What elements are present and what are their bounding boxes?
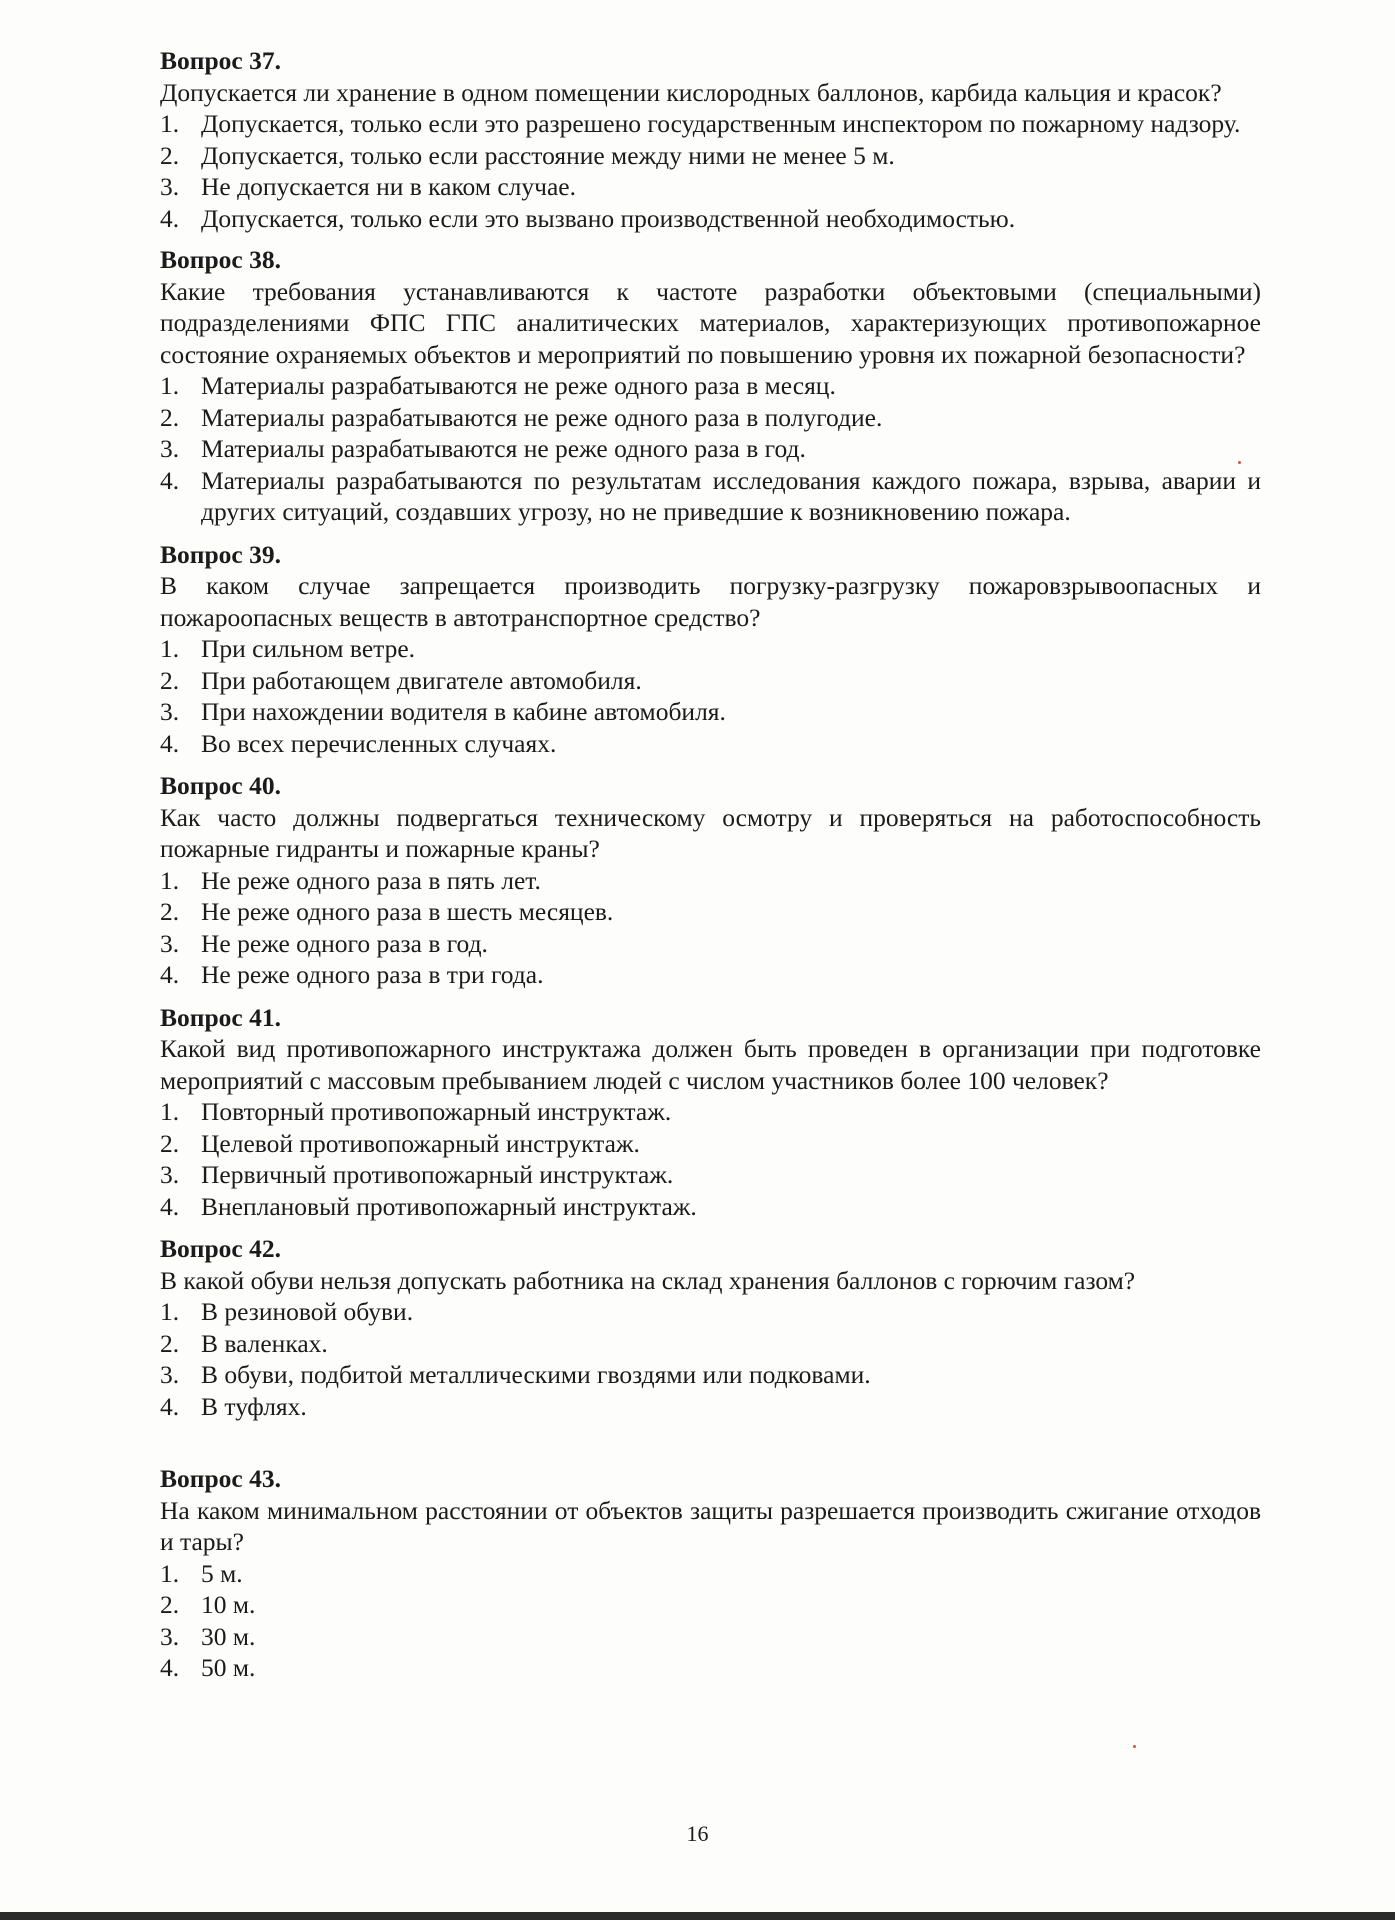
question-title: Вопрос 37. [160,46,281,75]
question-text: В какой обуви нельзя допускать работника на склад хранения баллонов с горючим газом? [160,1265,1136,1295]
question-40 [160,770,1261,991]
answer-text: 30 м. [201,1621,256,1651]
answer-item [160,959,1261,991]
answer-text: Целевой противопожарный инструктаж. [201,1128,640,1158]
scan-speck [1133,1745,1136,1748]
answer-item [160,1096,1261,1128]
question-38 [160,244,1261,528]
question-title: Вопрос 38. [160,245,281,274]
answer-item [160,728,1261,760]
answer-item [160,928,1261,960]
questions-list [160,45,1261,1684]
answer-item [160,1589,1261,1621]
question-title: Вопрос 41. [160,1002,281,1032]
answer-text: Материалы разрабатываются не реже одного раза в месяц. [201,371,836,400]
question-text: В каком случае запрещается производить погрузку-разгрузку пожаровзрывоопасных и пожароопасных веществ в автотранспортное средство? [160,571,1261,632]
answer-item [160,1159,1261,1191]
answer-number: 4. [160,728,180,758]
answer-number: 2. [160,1328,180,1358]
answer-number: 3. [160,1160,180,1189]
answer-item [160,865,1261,897]
answer-text: Допускается, только если это вызвано производственной необходимостью. [201,203,1016,233]
answer-item [160,402,1261,434]
answer-item [160,896,1261,928]
answer-list [160,1296,1261,1422]
answer-number: 4. [160,1191,180,1221]
answer-text: 5 м. [201,1558,243,1588]
question-41 [160,1002,1261,1223]
answer-number: 4. [160,1653,180,1682]
answer-text: Материалы разрабатываются не реже одного раза в год. [201,434,806,463]
answer-item [160,1558,1261,1590]
answer-list [160,865,1261,991]
answer-number: 1. [160,1297,180,1326]
answer-text: При работающем двигателе автомобиля. [201,665,642,695]
answer-item [160,633,1261,665]
answer-list [160,108,1261,234]
answer-list [160,1558,1261,1684]
answer-number: 4. [160,465,180,495]
answer-number: 4. [160,960,180,989]
answer-text: Внеплановый противопожарный инструктаж. [201,1191,697,1221]
answer-number: 1. [160,865,180,895]
answer-text: Первичный противопожарный инструктаж. [201,1160,674,1189]
answer-text: При нахождении водителя в кабине автомобиля. [201,697,726,726]
answer-text: Допускается, только если расстояние между ними не менее 5 м. [201,140,895,170]
answer-text: В валенках. [201,1328,328,1358]
answer-item [160,665,1261,697]
answer-number: 1. [160,1097,180,1126]
answer-number: 3. [160,697,180,726]
question-text: Допускается ли хранение в одном помещении кислородных баллонов, карбида кальция и красок? [160,77,1222,107]
answer-number: 3. [160,434,180,463]
answer-text: Во всех перечисленных случаях. [201,728,557,758]
question-37 [160,45,1261,234]
question-text: Какой вид противопожарного инструктажа должен быть проведен в организации при подготовке мероприятий с массовым пребыванием людей с числом участников более 100 человек? [160,1034,1261,1095]
answer-item [160,1391,1261,1423]
answer-text: Не допускается ни в каком случае. [201,172,576,201]
answer-text: Не реже одного раза в шесть месяцев. [201,897,614,926]
answer-number: 4. [160,203,180,233]
answer-item [160,171,1261,203]
answer-text: В обуви, подбитой металлическими гвоздями или подковами. [201,1360,871,1389]
answer-number: 1. [160,1558,180,1588]
answer-text: Материалы разрабатываются не реже одного раза в полугодие. [201,402,883,432]
question-42 [160,1233,1261,1422]
answer-item [160,203,1261,235]
answer-item [160,1359,1261,1391]
answer-item [160,433,1261,465]
answer-list [160,1096,1261,1222]
answer-item [160,370,1261,402]
answer-item [160,465,1261,528]
answer-text: Не реже одного раза в год. [201,928,488,958]
question-43 [160,1463,1261,1684]
question-text: Как часто должны подвергаться техническому осмотру и проверяться на работоспособность пожарные гидранты и пожарные краны? [160,802,1261,863]
answer-number: 2. [160,897,180,926]
answer-number: 1. [160,109,180,138]
answer-item [160,1621,1261,1653]
question-title: Вопрос 42. [160,1234,281,1263]
answer-text: Не реже одного раза в три года. [201,960,544,989]
question-title: Вопрос 43. [160,1464,281,1493]
page-number: 16 [686,1821,709,1846]
answer-number: 3. [160,1621,180,1651]
answer-number: 4. [160,1391,180,1421]
answer-number: 2. [160,140,180,170]
answer-item [160,140,1261,172]
answer-text: 50 м. [201,1653,256,1682]
answer-text: Допускается, только если это разрешено государственным инспектором по пожарному надзору. [201,109,1241,138]
answer-number: 3. [160,172,180,201]
answer-item [160,696,1261,728]
answer-number: 1. [160,634,180,663]
answer-list [160,633,1261,759]
answer-number: 2. [160,665,180,695]
question-title: Вопрос 40. [160,771,281,800]
question-text: Какие требования устанавливаются к частоте разработки объектовыми (специальными) подразделениями ФПС ГПС аналитических материалов, характеризующих противопожарное состояние охраняемых объектов и мероприятий по повышению уровня их пожарной безопасности? [160,276,1261,369]
answer-text: При сильном ветре. [201,634,416,663]
answer-item [160,1328,1261,1360]
answer-text: Повторный противопожарный инструктаж. [201,1097,672,1126]
answer-item [160,1652,1261,1684]
scan-speck [1238,461,1241,464]
answer-text: В туфлях. [201,1391,307,1421]
answer-item [160,1191,1261,1223]
answer-text: Материалы разрабатываются по результатам исследования каждого пожара, взрыва, аварии и других ситуаций, создавших угрозу, но не приведшие к возникновению пожара. [201,465,1261,526]
question-title: Вопрос 39. [160,539,281,569]
answer-list [160,370,1261,528]
answer-number: 2. [160,1128,180,1158]
answer-item [160,1296,1261,1328]
question-text: На каком минимальном расстоянии от объектов защиты разрешается производить сжигание отходов и тары? [160,1495,1261,1556]
answer-number: 2. [160,402,180,432]
scan-edge [0,1912,1395,1920]
answer-number: 1. [160,371,180,400]
question-39 [160,539,1261,760]
answer-text: В резиновой обуви. [201,1297,414,1326]
answer-text: Не реже одного раза в пять лет. [201,865,541,895]
answer-item [160,108,1261,140]
answer-number: 3. [160,1360,180,1389]
answer-number: 2. [160,1590,180,1619]
answer-text: 10 м. [201,1590,256,1619]
answer-item [160,1128,1261,1160]
answer-number: 3. [160,928,180,958]
